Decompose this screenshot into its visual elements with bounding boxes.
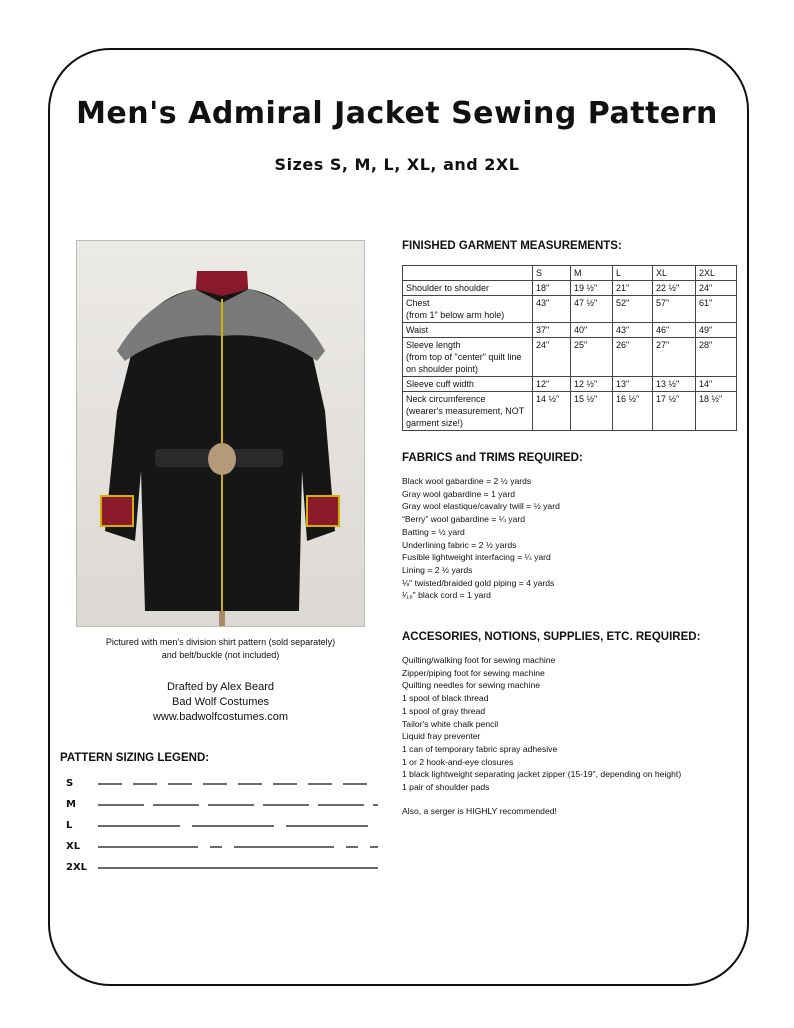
table-header-row	[403, 266, 737, 281]
row-label: Sleeve cuff width	[403, 377, 533, 392]
table-cell: 49"	[696, 323, 737, 338]
table-cell: 61"	[696, 296, 737, 323]
column-header: XL	[653, 266, 696, 281]
notion-item: Zipper/piping foot for sewing machine	[402, 667, 545, 678]
measurements-heading: FINISHED GARMENT MEASUREMENTS:	[402, 240, 622, 252]
row-label: Shoulder to shoulder	[403, 281, 533, 296]
table-cell: 16 ½"	[613, 392, 653, 431]
fabric-item: “Berry” wool gabardine = ¼ yard	[402, 514, 525, 525]
table-cell: 19 ½"	[571, 281, 613, 296]
drafted-by: Drafted by Alex Beard	[166, 681, 274, 693]
serger-note: Also, a serger is HIGHLY recommended!	[402, 806, 557, 816]
fabric-item: ⅛" twisted/braided gold piping = 4 yards	[402, 577, 555, 588]
fabrics-heading: FABRICS and TRIMS REQUIRED:	[402, 452, 583, 464]
notion-item: 1 black lightweight separating jacket zipper (15-19", depending on height)	[402, 769, 682, 780]
table-cell: 13 ½"	[653, 377, 696, 392]
notions-heading: ACCESORIES, NOTIONS, SUPPLIES, ETC. REQUIRED:	[402, 631, 701, 643]
table-cell: 12"	[533, 377, 571, 392]
fabric-item: Gray wool elastique/cavalry twill = ½ yard	[402, 501, 560, 512]
table-cell: 37"	[533, 323, 571, 338]
row-label: Neck circumference (wearer's measurement, NOT garment size!)	[403, 392, 533, 431]
table-cell: 15 ½"	[571, 392, 613, 431]
table-cell: 21"	[613, 281, 653, 296]
notion-item: Quilting needles for sewing machine	[402, 680, 541, 691]
table-cell: 24"	[696, 281, 737, 296]
notion-item: 1 spool of black thread	[402, 693, 489, 704]
notions-list	[402, 654, 681, 794]
table-cell: 17 ½"	[653, 392, 696, 431]
table-cell: 14"	[696, 377, 737, 392]
table-row	[403, 296, 737, 323]
table-cell: 13"	[613, 377, 653, 392]
photo-caption: Pictured with men's division shirt pattern (sold separately)	[105, 637, 336, 647]
table-row	[403, 323, 737, 338]
table-cell: 12 ½"	[571, 377, 613, 392]
legend-heading: PATTERN SIZING LEGEND:	[60, 752, 210, 764]
notion-item: 1 spool of gray thread	[402, 705, 486, 716]
row-label: Chest (from 1" below arm hole)	[403, 296, 533, 323]
notion-item: Liquid fray preventer	[402, 731, 481, 742]
table-cell: 43"	[533, 296, 571, 323]
notion-item: 1 or 2 hook-and-eye closures	[402, 756, 514, 767]
page-subtitle: Sizes S, M, L, XL, and 2XL	[274, 155, 520, 174]
table-cell: 24"	[533, 338, 571, 377]
table-cell: 40"	[571, 323, 613, 338]
company-name: Bad Wolf Costumes	[171, 696, 269, 708]
fabric-item: Fusible lightweight interfacing = ¼ yard	[402, 552, 551, 563]
table-cell: 18"	[533, 281, 571, 296]
fabric-item: ¹⁄₁₆" black cord = 1 yard	[402, 590, 491, 601]
photo-caption: and belt/buckle (not included)	[161, 650, 280, 660]
website-link[interactable]: www.badwolfcostumes.com	[152, 711, 289, 723]
table-cell: 57"	[653, 296, 696, 323]
fabric-item: Black wool gabardine = 2 ½ yards	[402, 476, 532, 486]
notion-item: Quilting/walking foot for sewing machine	[402, 655, 556, 665]
fabric-item: Lining = 2 ½ yards	[402, 564, 473, 575]
row-label: Sleeve length (from top of "center" quilt line on shoulder point)	[403, 338, 533, 377]
fabric-item: Underlining fabric = 2 ½ yards	[402, 539, 517, 550]
table-cell: 26"	[613, 338, 653, 377]
notion-item: 1 can of temporary fabric spray adhesive	[402, 743, 558, 754]
table-cell: 25"	[571, 338, 613, 377]
column-header	[403, 266, 533, 281]
table-cell: 46"	[653, 323, 696, 338]
jacket-photo	[76, 240, 365, 627]
table-cell: 14 ½"	[533, 392, 571, 431]
table-row	[403, 377, 737, 392]
table-cell: 28"	[696, 338, 737, 377]
table-cell: 43"	[613, 323, 653, 338]
table-cell: 52"	[613, 296, 653, 323]
notion-item: Tailor's white chalk pencil	[402, 718, 499, 729]
table-cell: 27"	[653, 338, 696, 377]
table-cell: 47 ½"	[571, 296, 613, 323]
table-row	[403, 281, 737, 296]
fabric-item: Gray wool gabardine = 1 yard	[402, 488, 515, 499]
table-cell: 22 ½"	[653, 281, 696, 296]
column-header: M	[571, 266, 613, 281]
notion-item: 1 pair of shoulder pads	[402, 782, 490, 793]
column-header: S	[533, 266, 571, 281]
column-header: 2XL	[696, 266, 737, 281]
measurements-table	[402, 265, 737, 431]
fabrics-list	[402, 475, 560, 602]
table-row	[403, 392, 737, 431]
table-row	[403, 338, 737, 377]
table-cell: 18 ½"	[696, 392, 737, 431]
row-label: Waist	[403, 323, 533, 338]
fabric-item: Batting = ½ yard	[402, 526, 465, 537]
page-title: Men's Admiral Jacket Sewing Pattern	[76, 96, 718, 131]
column-header: L	[613, 266, 653, 281]
